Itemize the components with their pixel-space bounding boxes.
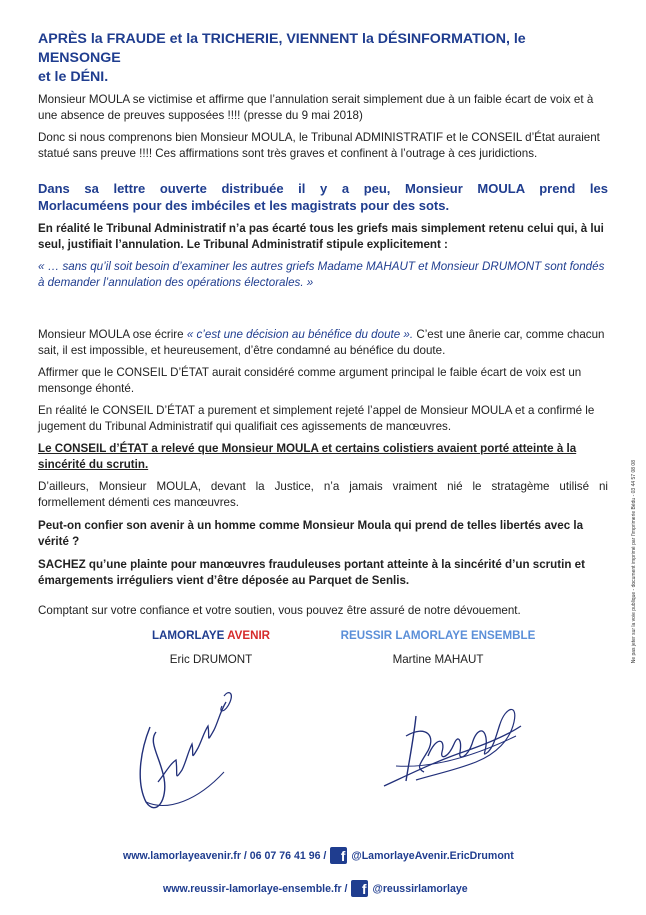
ose-after: C’est une ânerie car, comme chacun sait, il est impossible, et heureusement, d’être condamné au bénéfice du doute. (38, 328, 605, 357)
subheading (38, 180, 608, 214)
subheading-line1: Dans sa lettre ouverte distribuée il y a peu, Monsieur MOULA prend les (38, 181, 608, 196)
signature-mahaut (376, 696, 526, 806)
question-paragraph: Peut-on confier son avenir à un homme comme Monsieur Moula qui prend de telles libertés avec la vérité ? (38, 519, 584, 548)
justice-paragraph (38, 479, 608, 511)
org-reussir-lamorlaye: REUSSIR LAMORLAYE ENSEMBLE (340, 629, 536, 642)
footer-line-1 (123, 847, 514, 864)
headline-line1: APRÈS la FRAUDE et la TRICHERIE, VIENNENT la DÉSINFORMATION, le MENSONGE (38, 31, 526, 66)
facebook-icon: f (351, 880, 368, 897)
justice-line2: formellement démenti ces manœuvres. (38, 496, 240, 509)
signature-drumont (128, 682, 248, 822)
ose-before: Monsieur MOULA ose écrire (38, 328, 187, 341)
spacer (38, 291, 608, 327)
signatory-right (323, 629, 553, 666)
signatory-name-left: Eric DRUMONT (169, 653, 253, 666)
facebook-icon: f (330, 847, 347, 864)
closing-paragraph: Comptant sur votre confiance et votre soutien, vous pouvez être assuré de notre dévouement. (38, 604, 521, 617)
main-content (38, 30, 608, 619)
underlined-statement: Le CONSEIL d’ÉTAT a relevé que Monsieur MOULA et certains colistiers avaient porté atteinte à la sincérité du scrutin. (38, 442, 577, 471)
footer-website-phone[interactable]: www.lamorlayeavenir.fr / 06 07 76 41 96 / (123, 849, 327, 862)
org-lamorlaye-avenir: LAMORLAYE AVENIR (151, 629, 271, 642)
intro-paragraph-2: Donc si nous comprenons bien Monsieur MOULA, le Tribunal ADMINISTRATIF et le CONSEIL d’État auraient statué sans preuve !!!! Ces affirmations sont très graves et confinent à l’outrage à ces juridictions. (38, 131, 600, 160)
signatory-name-right: Martine MAHAUT (392, 653, 484, 666)
sachez-paragraph: SACHEZ qu’une plainte pour manœuvres frauduleuses portant atteinte à la sincérité d’un scrutin et émargements irréguliers vient d’être déposée au Parquet de Senlis. (38, 558, 585, 587)
justice-line1: D’ailleurs, Monsieur MOULA, devant la Justice, n’a jamais vraiment nié le stratagème utilisé ni (38, 480, 608, 493)
footer-line-2 (163, 880, 468, 897)
subheading-line2: Morlacuméens pour des imbéciles et les magistrats pour des sots. (38, 198, 450, 213)
signatory-left (96, 629, 326, 666)
body-paragraph-1: Affirmer que le CONSEIL D’ÉTAT aurait considéré comme argument principal le faible écart de voix est un mensonge éhonté. (38, 366, 582, 395)
headline (38, 30, 608, 87)
tribunal-paragraph: En réalité le Tribunal Administratif n’a pas écarté tous les griefs mais simplement retenu celui qui, à lui seul, justifiait l’annulation. Le Tribunal Administratif stipule explicitement : (38, 222, 604, 251)
facebook-handle-2[interactable]: @reussirlamorlaye (372, 882, 468, 895)
ose-paragraph (38, 327, 608, 359)
facebook-handle-1[interactable]: @LamorlayeAvenir.EricDrumont (351, 849, 514, 862)
headline-line2: et le DÉNI. (38, 69, 109, 85)
leaflet-page: APRÈS la FRAUDE et la TRICHERIE, VIENNENT la DÉSINFORMATION, le MENSONGE et le DÉNI. Monsieur MOULA se victimise et affirme que l’annulation serait simplement due à un faible écart de voix et à une absence de preuves supposées !!!! (presse du 9 mai 2018) Donc si nous comprenons bien Monsieur MOULA, le Tribunal ADMINISTRATIF et le CONSEIL d’État auraient statué sans preuve !!!! Ces affirmations sont très graves et confinent à l’outrage à ces juridictions. Dans sa lettre ouverte distribuée il y a peu, Monsieur MOULA prend les Morlacuméens pour des imbéciles et les magistrats pour des sots. En réalité le Tribunal Administratif n’a pas écarté tous les griefs mais simplement retenu celui qui, à lui seul, justifiait l’annulation. Le Tribunal Administratif stipule explicitement : « … sans qu’il soit besoin d’examiner les autres griefs Madame MAHAUT et Monsieur DRUMONT sont fondés à demander l’annulation des opérations électorales. » Monsieur MOULA ose écrire « c’est une décision au bénéfice du doute ». C’est une ânerie car, comme chacun sait, il est impossible, et heureusement, d’être condamné au bénéfice du doute. Affirmer que le CONSEIL D’ÉTAT aurait considéré comme argument principal le faible écart de voix est un mensonge éhonté. En réalité le CONSEIL D’ÉTAT a purement et simplement rejeté l’appel de Monsieur MOULA et a confirmé le jugement du Tribunal Administratif qui qualifiait ces agissements de manœuvres. Le CONSEIL d’ÉTAT a relevé que Monsieur MOULA et certains colistiers avaient porté atteinte à la sincérité du scrutin. D’ailleurs, Monsieur MOULA, devant la Justice, n’a jamais vraiment nié le stratagème utilisé ni formellement démenti ces manœuvres. Peut-on confier son avenir à un homme comme Monsieur Moula qui prend de telles libertés avec la vérité ? SACHEZ qu’une plainte pour manœuvres frauduleuses portant atteinte à la sincérité d’un scrutin et émargements irréguliers vient d’être déposée au Parquet de Senlis. Comptant sur votre confiance et votre soutien, vous pouvez être assuré de notre dévouement. LAMORLAYE AVENIR Eric DRUMONT REUSSIR LAMORLAYE ENSEMBLE Martine MAHAUT Ne pas jeter sur la voie publique - document imprimé par l'imprimerie Bédu - 03 44 57 08 08 www.lamorlayeavenir.fr / 06 07 76 41 96 / f @LamorlayeAvenir.EricDrumont www.reussir-lamorlaye-ensemble.fr / f @reussirlamorlaye (38, 31, 637, 897)
ose-quote: « c’est une décision au bénéfice du doute ». (186, 328, 414, 341)
footer-website-2[interactable]: www.reussir-lamorlaye-ensemble.fr / (163, 882, 348, 895)
tribunal-quote: « … sans qu’il soit besoin d’examiner les autres griefs Madame MAHAUT et Monsieur DRUMONT sont fondés à demander l’annulation des opérations électorales. » (38, 260, 605, 289)
intro-paragraph-1: Monsieur MOULA se victimise et affirme que l’annulation serait simplement due à un faible écart de voix et à une absence de preuves supposées !!!! (presse du 9 mai 2018) (38, 93, 594, 122)
body-paragraph-2: En réalité le CONSEIL D’ÉTAT a purement et simplement rejeté l’appel de Monsieur MOULA et a confirmé le jugement du Tribunal Administratif qui qualifiait ces agissements de manœuvres. (38, 404, 595, 433)
